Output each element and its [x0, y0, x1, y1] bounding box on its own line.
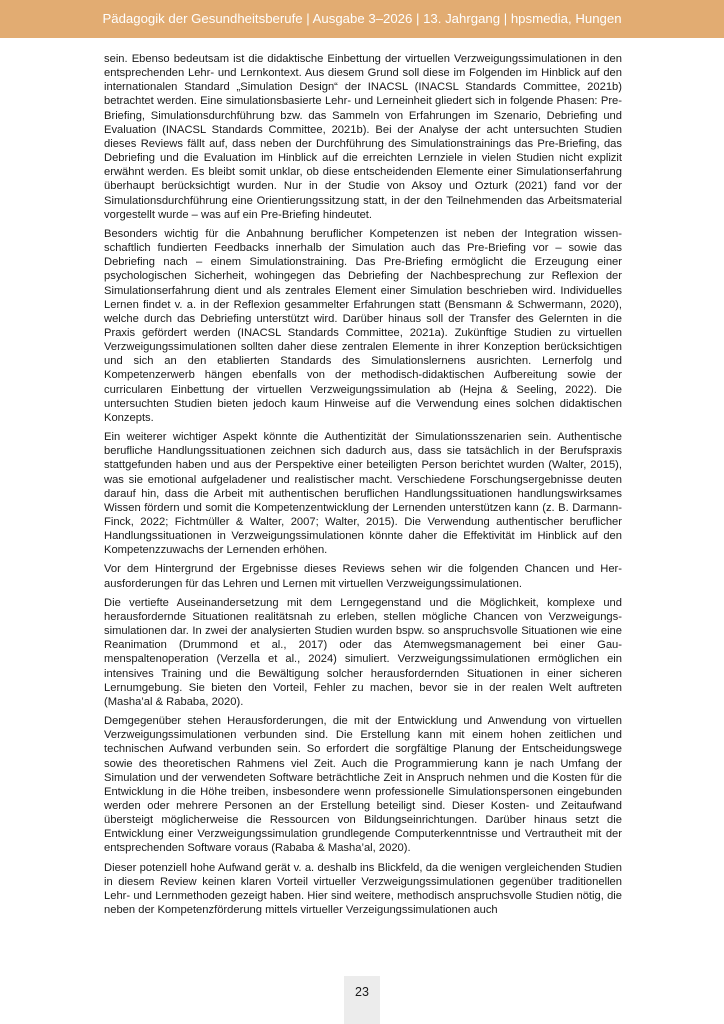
- paragraph-2: Besonders wichtig für die Anbahnung beruflicher Kompetenzen ist neben der Integration wissenschaftlich fundierten Feedbacks innerhalb der Simulation auch das Pre-Briefing vor – sowie das Debriefing nach – einem Simulationstraining. Das Pre-Briefing ermöglicht die Erzeugung einer psychologischen Sicherheit, wohingegen das Debriefing der Nachbesprechung zur Reflexion der Simulationserfahrung dient und als zentrales Element einer Simulation beschrieben wird. Individuelles Lernen findet v. a. in der Reflexion gesammelter Erfahrungen statt (Bensmann & Schwermann, 2020), welche durch das Debriefing unterstützt wird. Darüber hinaus soll der Transfer des Gelernten in die Praxis gefördert werden (INACSL Standards Committee, 2021a). Zukünftige Studien zu virtuellen Verzweigungssimulationen sollten daher diese zentralen Elemente in ihrer Konzeption berücksichtigen und sich an den etablierten Standards des Simulationslernens ausrichten. Lernerfolg und Kompetenzerwerb hängen ebenfalls von der methodisch-didaktischen Aufbereitung sowie der curricularen Einbettung der virtuellen Verzweigungssimulation ab (Hejna & Seeling, 2022). Die untersuchten Studien bieten jedoch kaum Hinweise auf die Verwendung eines solchen didaktischen Konzepts.: [104, 227, 622, 424]
- paragraph-4: Vor dem Hintergrund der Ergebnisse dieses Reviews sehen wir die folgenden Chancen und Herausforderungen für das Lehren und Lernen mit virtuellen Verzweigungssimulationen.: [104, 563, 622, 590]
- article-body: [104, 52, 622, 922]
- journal-header-title: Pädagogik der Gesundheitsberufe | Ausgabe 3–2026 | 13. Jahrgang | hpsmedia, Hungen: [102, 11, 622, 26]
- paragraph-6: Demgegenüber stehen Herausforderungen, die mit der Entwicklung und Anwendung von virtuellen Verzweigungssimulationen verbunden sind. Die Erstellung kann mit einem hohen zeitlichen und technischen Aufwand verbunden sein. So erfordert die sorgfältige Planung der Entscheidungswege sowie des theoretischen Rahmens viel Zeit. Auch die Programmierung kann je nach Umfang der Simulation und der verwendeten Software beträchtliche Zeit in Anspruch nehmen und die Kosten für die Entwicklung in die Höhe treiben, insbesondere wenn professionelle Simulationspersonen eingebunden werden oder mehrere Personen an der Erstellung beteiligt sind. Dieser Kosten- und Zeitaufwand übersteigt möglicherweise die Ressourcen von Bildungseinrichtungen. Darüber hinaus setzt die Entwicklung einer Verzweigungssimulation grundlegende Computerkenntnisse und Vertrautheit mit der entsprechenden Software voraus (Rababa & Masha’al, 2020).: [104, 715, 622, 855]
- page-number: 23: [355, 985, 369, 999]
- journal-header-bar: [0, 0, 724, 38]
- paragraph-1: sein. Ebenso bedeutsam ist die didaktische Einbettung der virtuellen Verzweigungssimulationen in den entsprechenden Lehr- und Lernkontext. Aus diesem Grund soll diese im Folgenden im Hinblick auf den internationalen Standard „Simulation Design“ der INACSL (INACSL Standards Committee, 2021b) betrachtet werden. Eine simulationsbasierte Lehr- und Lerneinheit gliedert sich in folgende Phasen: Pre-Briefing, Simulationsdurchführung bzw. das Sammeln von Erfahrungen im Szenario, Debriefing und Evaluation (INACSL Standards Committee, 2021b). Bei der Analyse der acht untersuchten Studien dieses Reviews fällt auf, dass neben der Durchführung des Simulationstrainings das Pre-Briefing, das Debriefing und die Evaluation im Hinblick auf die erreichten Lernziele in vielen Studien nicht explizit erwähnt werden. Es bleibt somit unklar, ob diese entscheidenden Elemente einer Simulationserfahrung überhaupt berücksichtigt wurden. Nur in der Studie von Aksoy und Ozturk (2021) fand vor der Simulationsdurchführung eine Orientierungssitzung statt, in der den Teilnehmenden das Arbeitsmaterial vorgestellt wurde – was auf ein Pre-Briefing hindeutet.: [104, 53, 622, 221]
- page-number-box: [344, 976, 380, 1024]
- paragraph-7: Dieser potenziell hohe Aufwand gerät v. a. deshalb ins Blickfeld, da die wenigen vergleichenden Studien in diesem Review keinen klaren Vorteil virtueller Verzweigungssimulationen gegenüber traditionellen Lehr- und Lernmethoden gezeigt haben. Hier sind weitere, methodisch anspruchsvolle Studien nötig, die neben der Kompetenzförderung mittels virtueller Verzeigungssimulationen auch: [104, 861, 622, 917]
- paragraph-3: Ein weiterer wichtiger Aspekt könnte die Authentizität der Simulationsszenarien sein. Authentische berufliche Handlungssituationen zeichnen sich dadurch aus, dass sie tatsächlich in der Berufspraxis stattgefunden haben und aus der Perspektive einer beteiligten Person berichtet wurden (Walter, 2015), was sie emotional aufgeladener und realistischer macht. Verschiedene Forschungsergebnisse deuten darauf hin, dass die Arbeit mit authentischen beruflichen Handlungssituationen handlungswirksames Wissen fördern und somit die Kompetenzentwicklung der Lernenden unterstützen kann (z. B. Darmann-Finck, 2022; Fichtmüller & Walter, 2007; Walter, 2015). Die Verwendung authentischer beruflicher Handlungssituationen in Verzweigungssimulationen könnte daher die Effektivität im Hinblick auf den Kompetenzzuwachs der Lernenden erhöhen.: [104, 431, 622, 557]
- paragraph-5: Die vertiefte Auseinandersetzung mit dem Lerngegenstand und die Möglichkeit, komplexe und herausfordernde Situationen realitätsnah zu erleben, stellen mögliche Chancen von Verzweigungssimulationen dar. In zwei der analysierten Studien wurden bspw. so anspruchsvolle Situationen wie eine Reanimation (Drummond et al., 2017) oder das Atemwegsmanagement bei einer Gaumenspaltenoperation (Verzella et al., 2024) simuliert. Verzweigungssimulationen ermöglichen ein intensives Training und die Bewältigung solcher herausfordernden Situationen in einer sicheren Lernumgebung. Sie bieten den Vorteil, Fehler zu machen, bevor sie in der realen Welt auftreten (Masha’al & Rababa, 2020).: [104, 596, 622, 708]
